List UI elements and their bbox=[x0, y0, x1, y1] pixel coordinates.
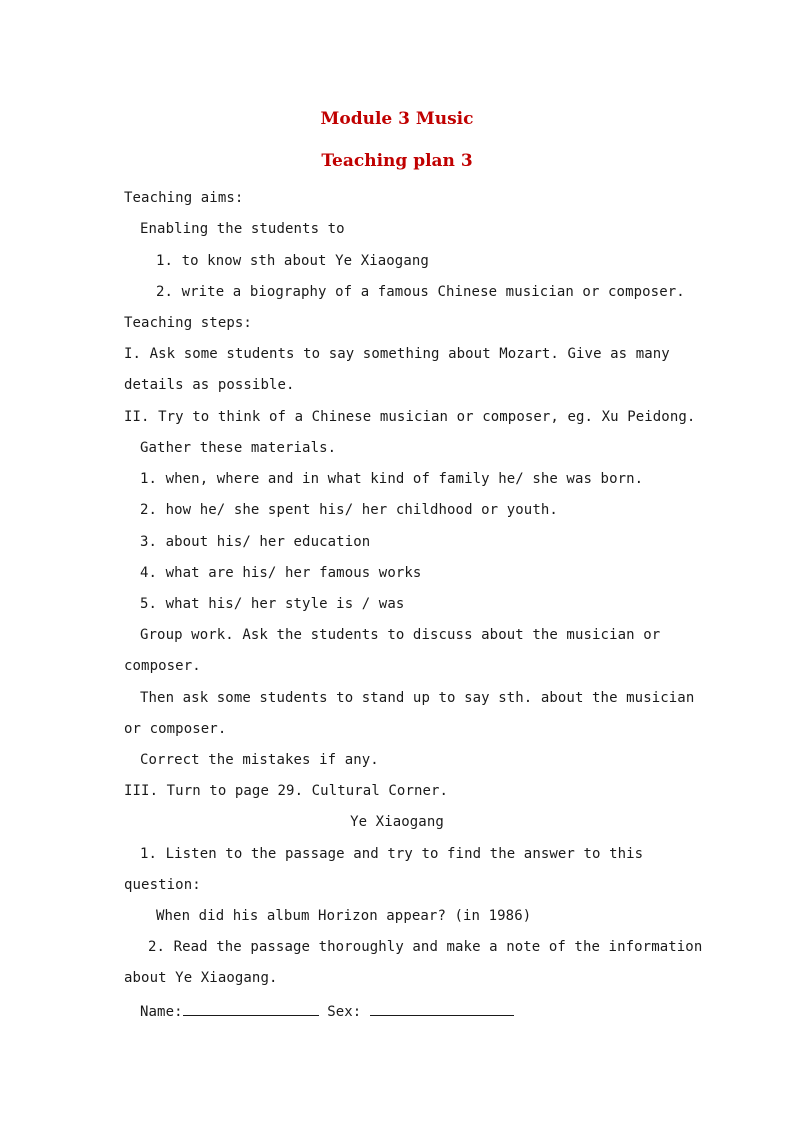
aim-item-1: 1. to know sth about Ye Xiaogang bbox=[156, 253, 429, 269]
teaching-steps-heading: Teaching steps: bbox=[124, 315, 252, 331]
read-line-1: 2. Read the passage thoroughly and make a note of the information bbox=[148, 939, 703, 955]
step-3: III. Turn to page 29. Cultural Corner. bbox=[124, 783, 449, 799]
aim-item-2: 2. write a biography of a famous Chinese musician or composer. bbox=[156, 284, 685, 300]
correct-mistakes: Correct the mistakes if any. bbox=[140, 752, 379, 768]
teaching-aims-heading: Teaching aims: bbox=[124, 190, 244, 206]
listen-line-1: 1. Listen to the passage and try to find the answer to this bbox=[140, 846, 644, 862]
then-line-1: Then ask some students to stand up to say sth. about the musician bbox=[140, 690, 695, 706]
read-line-2: about Ye Xiaogang. bbox=[124, 970, 278, 986]
passage-title: Ye Xiaogang bbox=[350, 814, 444, 830]
group-work-line-1: Group work. Ask the students to discuss about the musician or bbox=[140, 627, 661, 643]
then-line-2: or composer. bbox=[124, 721, 227, 737]
aims-intro: Enabling the students to bbox=[140, 221, 345, 237]
step-1-line-2: details as possible. bbox=[124, 377, 295, 393]
step-1-line-1: I. Ask some students to say something about Mozart. Give as many bbox=[124, 346, 670, 362]
material-item-2: 2. how he/ she spent his/ her childhood or youth. bbox=[140, 502, 558, 518]
step-2-line-1: II. Try to think of a Chinese musician or composer, eg. Xu Peidong. bbox=[124, 409, 696, 425]
material-item-1: 1. when, where and in what kind of family he/ she was born. bbox=[140, 471, 644, 487]
name-sex-row bbox=[140, 1001, 514, 1021]
material-item-3: 3. about his/ her education bbox=[140, 534, 371, 550]
page-title: Module 3 Music bbox=[320, 109, 474, 129]
material-item-5: 5. what his/ her style is / was bbox=[140, 596, 405, 612]
page-subtitle: Teaching plan 3 bbox=[321, 151, 473, 171]
name-label: Name: bbox=[140, 1004, 183, 1020]
name-blank[interactable] bbox=[183, 1001, 319, 1016]
listen-line-2: question: bbox=[124, 877, 201, 893]
step-2-gather: Gather these materials. bbox=[140, 440, 337, 456]
question-line: When did his album Horizon appear? (in 1986) bbox=[156, 908, 532, 924]
sex-label: Sex: bbox=[327, 1004, 362, 1020]
material-item-4: 4. what are his/ her famous works bbox=[140, 565, 422, 581]
sex-blank[interactable] bbox=[370, 1001, 514, 1016]
group-work-line-2: composer. bbox=[124, 658, 201, 674]
